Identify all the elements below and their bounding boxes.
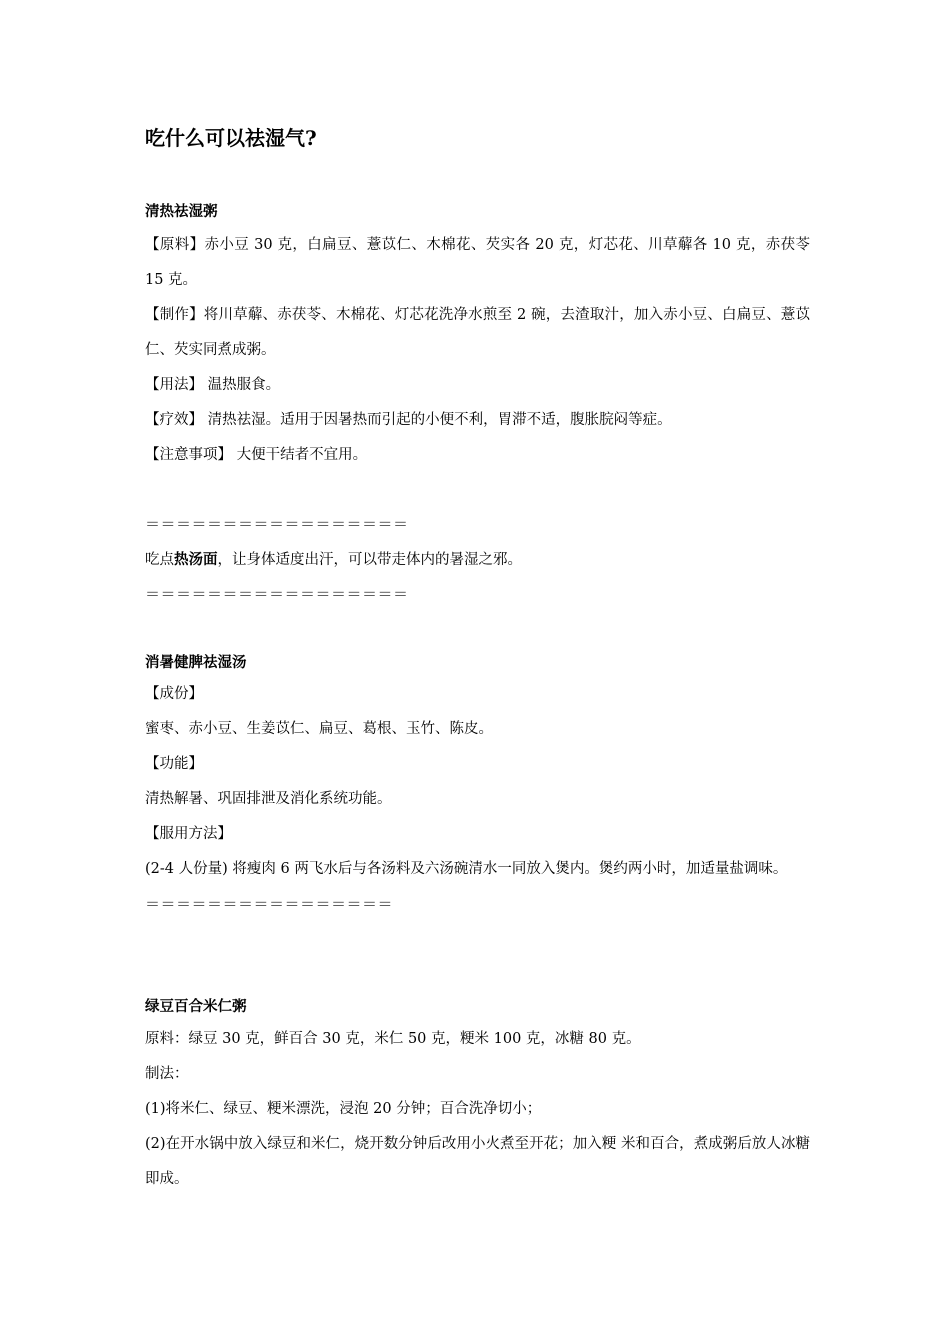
recipe-1-effect: 【疗效】 清热祛湿。适用于因暑热而引起的小便不利，胃滞不适，腹胀脘闷等症。	[145, 412, 672, 428]
recipe-3-heading: 绿豆百合米仁粥	[145, 999, 247, 1015]
recipe-1-ingredients: 【原料】赤小豆 30 克，白扁豆、薏苡仁、木棉花、芡实各 20 克，灯芯花、川草薢各 10 克，赤茯苓 15 克。	[145, 237, 810, 288]
recipe-2-method: (2-4 人份量) 将瘦肉 6 两飞水后与各汤料及六汤碗清水一同放入煲内。煲约两小时，加适量盐调味。	[145, 861, 788, 877]
document-title: 吃什么可以祛湿气?	[145, 126, 317, 150]
recipe-1-body	[145, 228, 810, 473]
recipe-2-method-label: 【服用方法】	[145, 826, 232, 842]
recipe-1-method: 【制作】将川草薢、赤茯苓、木棉花、灯芯花洗净水煎至 2 碗，去渣取汁，加入赤小豆、白扁豆、薏苡仁、芡实同煮成粥。	[145, 307, 810, 358]
tip-before: 吃点	[145, 552, 174, 568]
recipe-2-function-label: 【功能】	[145, 756, 203, 772]
recipe-2-heading: 消暑健脾祛湿汤	[145, 655, 247, 671]
recipe-2	[145, 652, 810, 674]
recipe-3-body	[145, 1022, 810, 1197]
tip-after: ，让身体适度出汗，可以带走体内的暑湿之邪。	[217, 552, 522, 568]
recipe-2-body	[145, 677, 810, 922]
tip-section	[145, 507, 810, 612]
separator: ＝＝＝＝＝＝＝＝＝＝＝＝＝＝＝＝＝	[145, 515, 409, 533]
recipe-3-ingredients: 原料：绿豆 30 克，鲜百合 30 克，米仁 50 克，粳米 100 克，冰糖 80 克。	[145, 1031, 641, 1047]
recipe-3	[145, 996, 810, 1018]
recipe-1-usage: 【用法】 温热服食。	[145, 377, 281, 393]
recipe-2-function: 清热解暑、巩固排泄及消化系统功能。	[145, 791, 392, 807]
tip-emphasis: 热汤面	[174, 551, 218, 568]
recipe-2-ingredients: 蜜枣、赤小豆、生姜苡仁、扁豆、葛根、玉竹、陈皮。	[145, 721, 493, 737]
tip-text	[145, 542, 810, 577]
separator: ＝＝＝＝＝＝＝＝＝＝＝＝＝＝＝＝	[145, 895, 394, 913]
recipe-1-caution: 【注意事项】 大便干结者不宜用。	[145, 447, 368, 463]
recipe-3-step-1: (1)将米仁、绿豆、粳米漂洗，浸泡 20 分钟；百合洗净切小；	[145, 1101, 542, 1117]
recipe-1	[145, 201, 810, 223]
recipe-3-step-2: (2)在开水锅中放入绿豆和米仁，烧开数分钟后改用小火煮至开花；加入粳 米和百合，煮成粥后放人冰糖即成。	[145, 1136, 810, 1187]
separator: ＝＝＝＝＝＝＝＝＝＝＝＝＝＝＝＝＝	[145, 585, 409, 603]
recipe-3-method-label: 制法：	[145, 1066, 189, 1082]
recipe-1-heading: 清热祛湿粥	[145, 204, 218, 220]
recipe-2-ingredients-label: 【成份】	[145, 686, 203, 702]
